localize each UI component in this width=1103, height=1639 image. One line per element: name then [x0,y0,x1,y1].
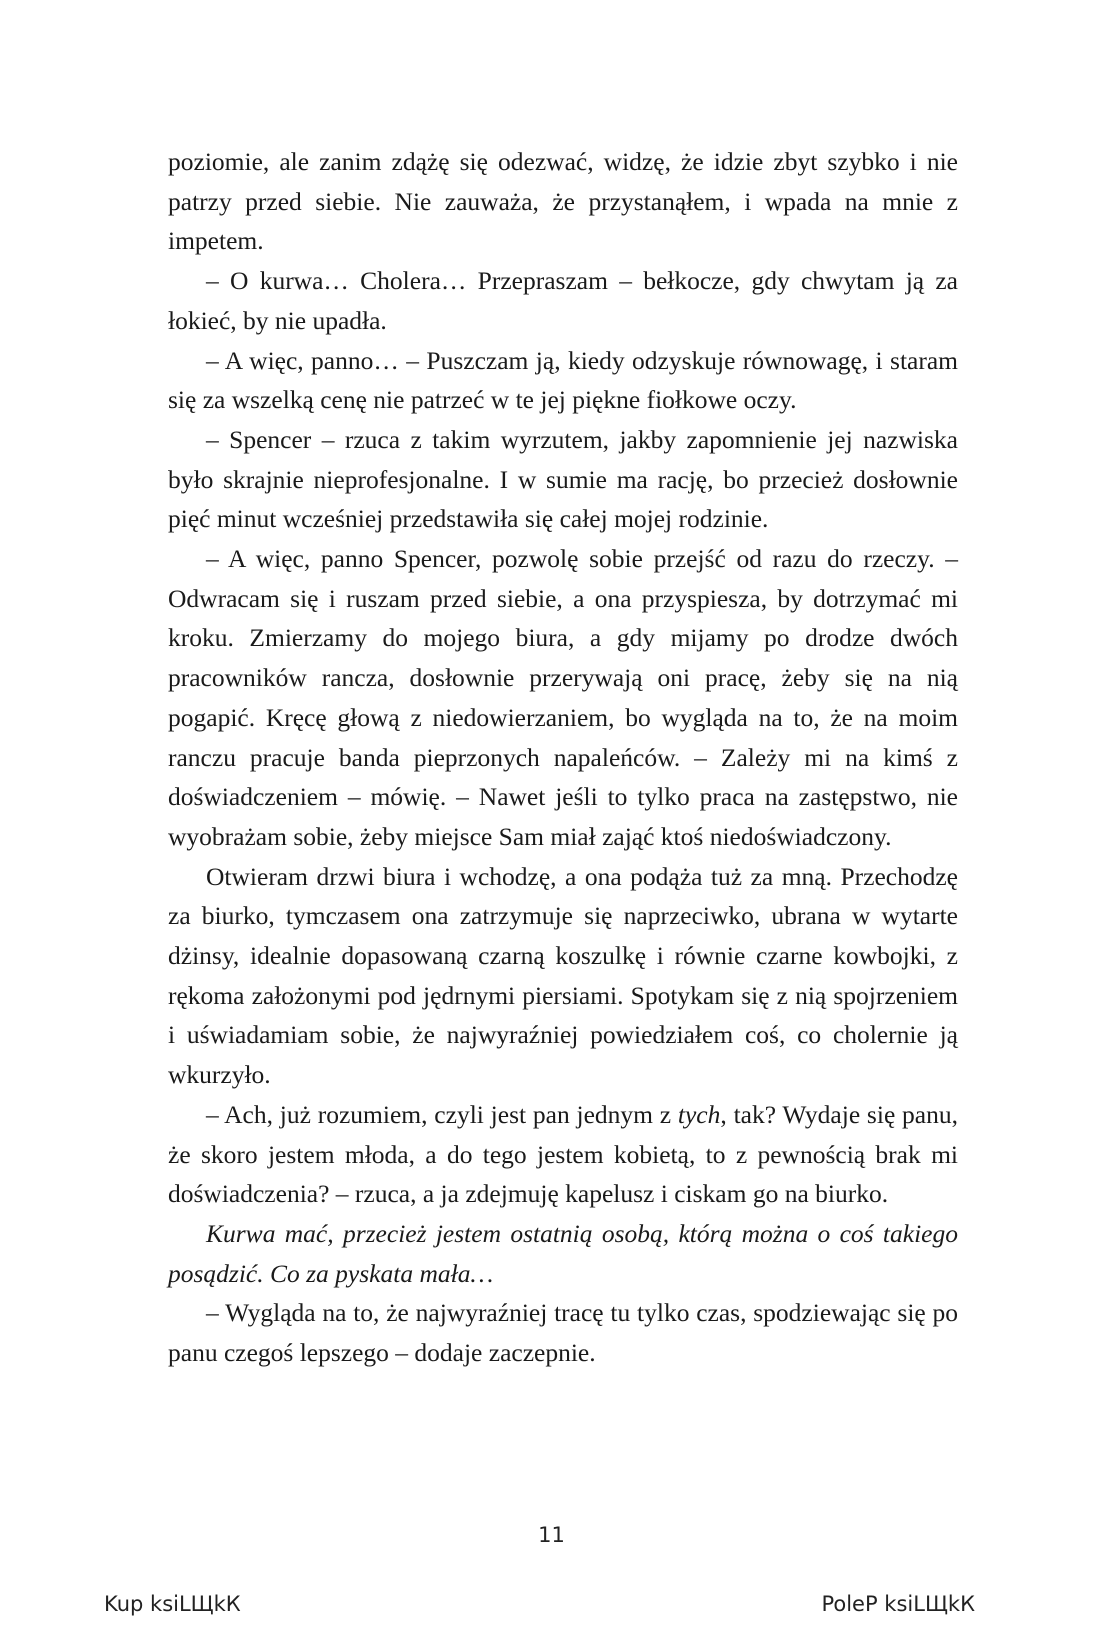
paragraph: Otwieram drzwi biura i wchodzę, a ona podąża tuż za mną. Przechodzę za biurko, tymczasem ona zatrzymuje się naprzeciwko, ubrana w wytarte dżinsy, idealnie dopasowaną czarną koszulkę i równie czarne kowbojki, z rękoma założonymi pod jędrnymi piersiami. Spotykam się z nią spojrzeniem i uświadamiam sobie, że najwyraźniej powiedziałem coś, co cholernie ją wkurzyło. [168,861,958,1090]
italic-thought: Kurwa mać, przecież jestem ostatnią osobą, którą można o coś takiego posądzić. Co za pyskata mała… [168,1218,958,1288]
body-text [168,142,958,1373]
paragraph-text: – Ach, już rozumiem, czyli jest pan jednym z [206,1099,678,1129]
paragraph: – O kurwa… Cholera… Przepraszam – bełkocze, gdy chwytam ją za łokieć, by nie upadła. [168,266,958,335]
paragraph: poziomie, ale zanim zdążę się odezwać, widzę, że idzie zbyt szybko i nie patrzy przed siebie. Nie zauważa, że przystanąłem, i wpada na mnie z impetem. [168,147,958,256]
paragraph: – Spencer – rzuca z takim wyrzutem, jakby zapomnienie jej nazwiska było skrajnie nieprofesjonalne. I w sumie ma rację, bo przecież dosłownie pięć minut wcześniej przedstawiła się całej mojej rodzinie. [168,424,958,534]
paragraph: – A więc, panno… – Puszczam ją, kiedy odzyskuje równowagę, i staram się za wszelką cenę nie patrzeć w te jej piękne fiołkowe oczy. [168,345,958,415]
paragraph [168,1095,958,1214]
footer-recommend-book-link[interactable]: PoleP ksiLЩkК [821,1592,975,1616]
footer-buy-book-link[interactable]: Kup ksiLЩkК [104,1592,241,1616]
italic-emphasis: tych [677,1099,721,1129]
paragraph-text: , tak? Wydaje się panu, że skoro jestem młoda, a do tego jestem kobietą, to z pewnością brak mi doświadczenia? – rzuca, a ja zdejmuję kapelusz i ciskam go na biurko. [168,1099,959,1209]
italic-paragraph [168,1214,958,1293]
paragraph: – Wygląda na to, że najwyraźniej tracę tu tylko czas, spodziewając się po panu czegoś lepszego – dodaje zaczepnie. [168,1298,958,1368]
paragraph: – A więc, panno Spencer, pozwolę sobie przejść od razu do rzeczy. – Odwracam się i ruszam przed siebie, a ona przyspiesza, by dotrzymać mi kroku. Zmierzamy do mojego biura, a gdy mijamy po drodze dwóch pracowników rancza, dosłownie przerywają oni pracę, żeby się na nią pogapić. Kręcę głową z niedowierzaniem, bo wygląda na to, że na moim ranczu pracuje banda pieprzonych napaleńców. – Zależy mi na kimś z doświadczeniem – mówię. – Nawet jeśli to tylko praca na zastępstwo, nie wyobrażam sobie, żeby miejsce Sam miał zająć ktoś niedoświadczony. [168,544,958,851]
page-number: 11 [538,1523,565,1547]
